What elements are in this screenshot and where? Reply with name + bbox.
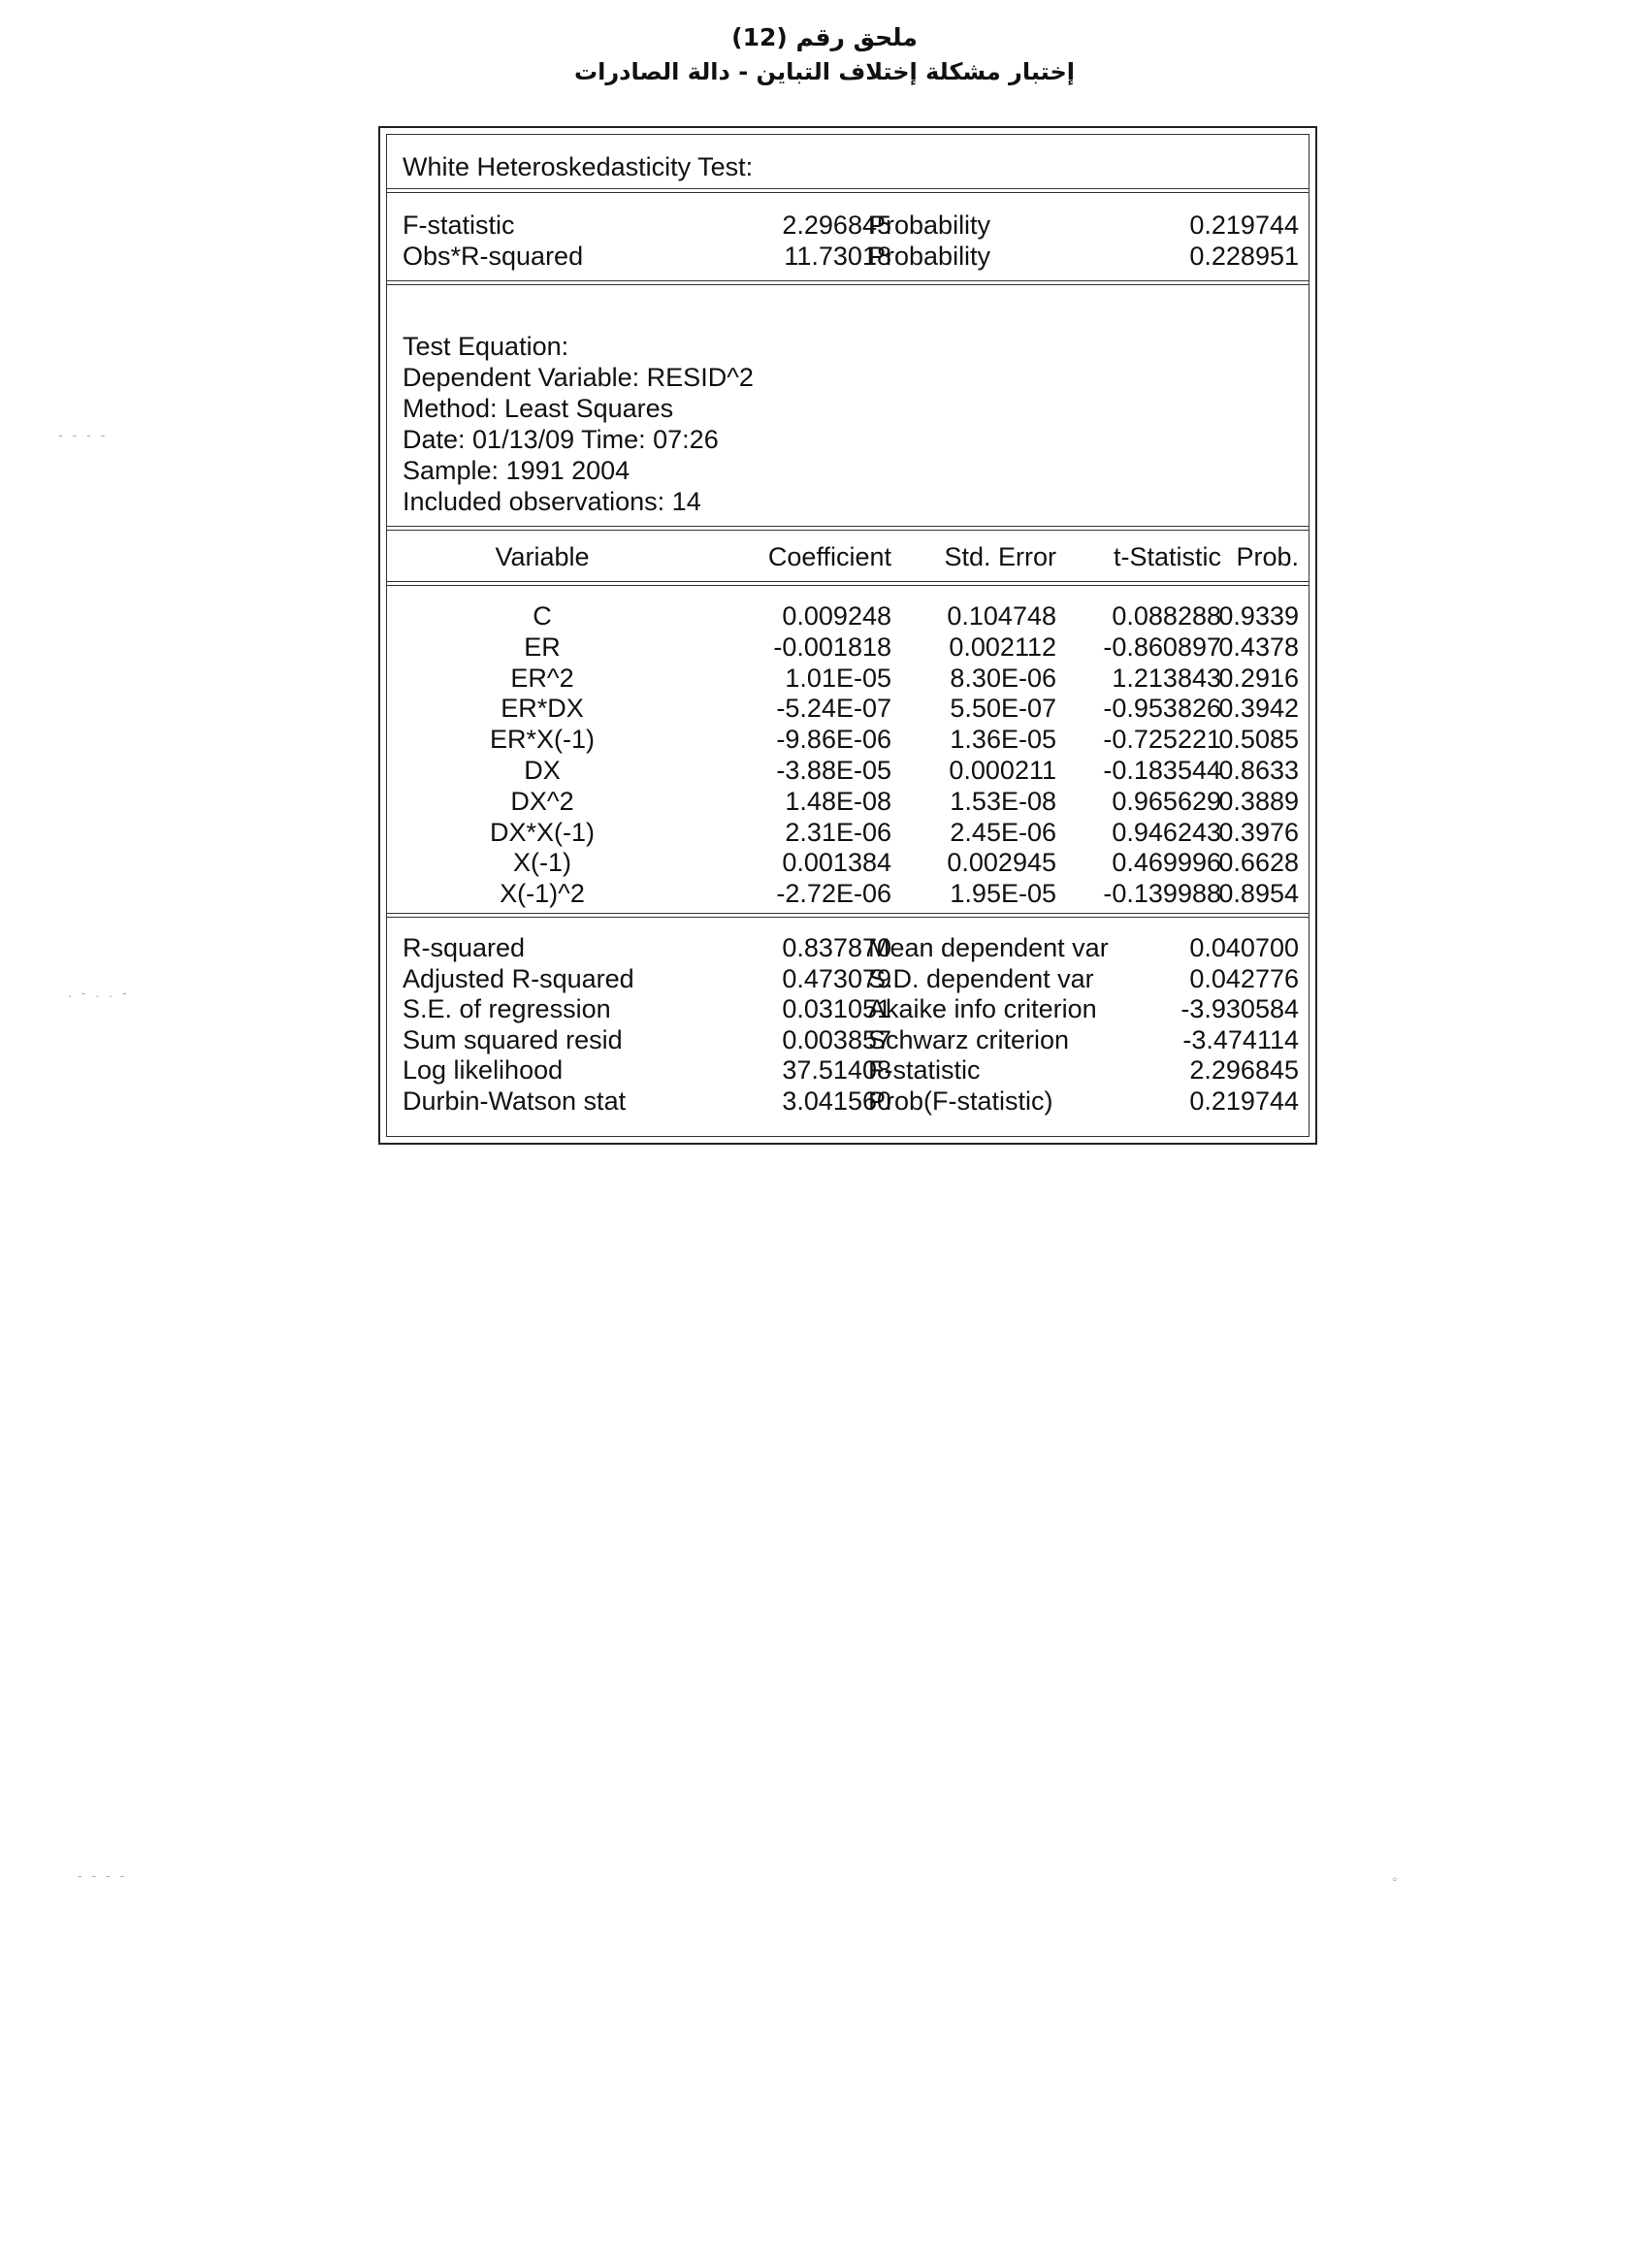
summary-value: 0.031051 xyxy=(782,994,891,1024)
column-header: Std. Error xyxy=(944,542,1056,571)
prob-value: 0.3976 xyxy=(1218,817,1299,847)
variable-name: DX xyxy=(524,756,561,785)
divider-line xyxy=(387,526,1309,531)
summary-label: Schwarz criterion xyxy=(868,1024,1070,1054)
t-statistic-value: 1.213843 xyxy=(1112,663,1221,693)
std-error-value: 0.000211 xyxy=(949,756,1056,785)
divider-line xyxy=(387,913,1309,918)
summary-value: 0.473079 xyxy=(782,963,891,993)
coefficient-value: -3.88E-05 xyxy=(776,756,891,785)
appendix-heading: ملحق رقم (12) xyxy=(731,23,918,51)
coefficient-value: 2.31E-06 xyxy=(785,817,891,847)
std-error-value: 8.30E-06 xyxy=(950,663,1056,693)
prob-value: 0.8633 xyxy=(1218,756,1299,785)
std-error-value: 0.002112 xyxy=(949,632,1056,662)
summary-label: F-statistic xyxy=(868,1055,981,1085)
stat-value: 2.296845 xyxy=(782,211,891,240)
std-error-value: 1.36E-05 xyxy=(950,725,1056,755)
equation-line: Dependent Variable: RESID^2 xyxy=(403,363,754,392)
divider-line xyxy=(387,280,1309,285)
variable-name: ER xyxy=(524,632,561,662)
stat-label: Obs*R-squared xyxy=(403,242,584,271)
variable-name: DX*X(-1) xyxy=(489,817,595,847)
summary-label: S.E. of regression xyxy=(403,994,611,1024)
divider-line xyxy=(387,188,1309,193)
std-error-value: 0.104748 xyxy=(947,601,1056,631)
t-statistic-value: -0.953826 xyxy=(1103,694,1221,724)
coefficient-value: 0.009248 xyxy=(782,601,891,631)
column-header: Variable xyxy=(495,542,590,571)
summary-label: R-squared xyxy=(403,933,526,962)
coefficient-value: -0.001818 xyxy=(773,632,891,662)
summary-value: 0.837870 xyxy=(782,933,891,962)
variable-name: C xyxy=(533,601,552,631)
output-content xyxy=(387,135,1309,1136)
coefficient-value: 1.48E-08 xyxy=(785,786,891,816)
t-statistic-value: -0.139988 xyxy=(1103,879,1221,909)
std-error-value: 0.002945 xyxy=(947,848,1056,878)
summary-value: 0.003857 xyxy=(782,1024,891,1054)
prob-value: 0.3942 xyxy=(1218,694,1299,724)
prob-value: 0.8954 xyxy=(1218,879,1299,909)
equation-line: Sample: 1991 2004 xyxy=(403,456,630,485)
column-header: t-Statistic xyxy=(1113,542,1221,571)
t-statistic-value: -0.183544 xyxy=(1103,756,1221,785)
std-error-value: 2.45E-06 xyxy=(950,817,1056,847)
summary-value: -3.474114 xyxy=(1182,1024,1299,1054)
summary-label: Adjusted R-squared xyxy=(403,963,634,993)
t-statistic-value: 0.469996 xyxy=(1112,848,1221,878)
t-statistic-value: 0.965629 xyxy=(1112,786,1221,816)
equation-line: Test Equation: xyxy=(403,332,569,361)
prob-value: 0.4378 xyxy=(1218,632,1299,662)
test-title: White Heteroskedasticity Test: xyxy=(403,152,754,181)
variable-name: ER^2 xyxy=(510,663,574,693)
summary-label: Durbin-Watson stat xyxy=(403,1086,627,1116)
summary-value: 0.040700 xyxy=(1189,933,1299,962)
prob-value: 0.6628 xyxy=(1218,848,1299,878)
summary-label: Akaike info criterion xyxy=(868,994,1097,1024)
column-header: Coefficient xyxy=(767,542,891,571)
coefficient-value: -5.24E-07 xyxy=(776,694,891,724)
eviews-output-frame xyxy=(378,126,1317,1145)
summary-label: Sum squared resid xyxy=(403,1024,623,1054)
stat-prob: 0.228951 xyxy=(1189,242,1299,271)
summary-label: Prob(F-statistic) xyxy=(868,1086,1053,1116)
t-statistic-value: -0.725221 xyxy=(1103,725,1221,755)
stat-prob-label: Probability xyxy=(868,211,991,240)
column-header: Prob. xyxy=(1236,542,1299,571)
summary-value: 37.51408 xyxy=(782,1055,891,1085)
scan-speck: - - - - xyxy=(58,427,109,442)
coefficient-value: -2.72E-06 xyxy=(776,879,891,909)
std-error-value: 5.50E-07 xyxy=(950,694,1056,724)
stat-value: 11.73018 xyxy=(784,242,891,271)
prob-value: 0.3889 xyxy=(1218,786,1299,816)
variable-name: DX^2 xyxy=(510,786,574,816)
prob-value: 0.5085 xyxy=(1218,725,1299,755)
summary-value: 0.042776 xyxy=(1189,963,1299,993)
summary-value: 2.296845 xyxy=(1189,1055,1299,1085)
summary-label: Log likelihood xyxy=(403,1055,564,1085)
prob-value: 0.2916 xyxy=(1218,663,1299,693)
t-statistic-value: 0.946243 xyxy=(1112,817,1221,847)
t-statistic-value: -0.860897 xyxy=(1103,632,1221,662)
stat-prob-label: Probability xyxy=(868,242,991,271)
summary-label: Mean dependent var xyxy=(868,933,1109,962)
variable-name: ER*X(-1) xyxy=(489,725,595,755)
variable-name: X(-1)^2 xyxy=(500,879,585,909)
equation-line: Date: 01/13/09 Time: 07:26 xyxy=(403,425,719,454)
summary-label: S.D. dependent var xyxy=(868,963,1094,993)
stat-prob: 0.219744 xyxy=(1189,211,1299,240)
scan-speck: . - . . - xyxy=(68,985,130,1000)
prob-value: 0.9339 xyxy=(1218,601,1299,631)
document-subtitle: إختبار مشكلة إختلاف التباين - دالة الصادرات xyxy=(574,58,1075,85)
summary-value: -3.930584 xyxy=(1180,994,1299,1024)
divider-line xyxy=(387,581,1309,586)
equation-line: Included observations: 14 xyxy=(403,487,701,516)
coefficient-value: -9.86E-06 xyxy=(776,725,891,755)
summary-value: 0.219744 xyxy=(1189,1086,1299,1116)
stat-label: F-statistic xyxy=(403,211,515,240)
variable-name: ER*DX xyxy=(501,694,584,724)
scan-speck: ° xyxy=(1392,1874,1401,1890)
summary-value: 3.041560 xyxy=(782,1086,891,1116)
coefficient-value: 0.001384 xyxy=(782,848,891,878)
scan-speck: - - - - xyxy=(78,1867,128,1883)
eviews-output-box xyxy=(386,134,1310,1137)
t-statistic-value: 0.088288 xyxy=(1112,601,1221,631)
std-error-value: 1.53E-08 xyxy=(950,786,1056,816)
variable-name: X(-1) xyxy=(513,848,571,878)
coefficient-value: 1.01E-05 xyxy=(785,663,891,693)
equation-line: Method: Least Squares xyxy=(403,394,674,423)
std-error-value: 1.95E-05 xyxy=(950,879,1056,909)
